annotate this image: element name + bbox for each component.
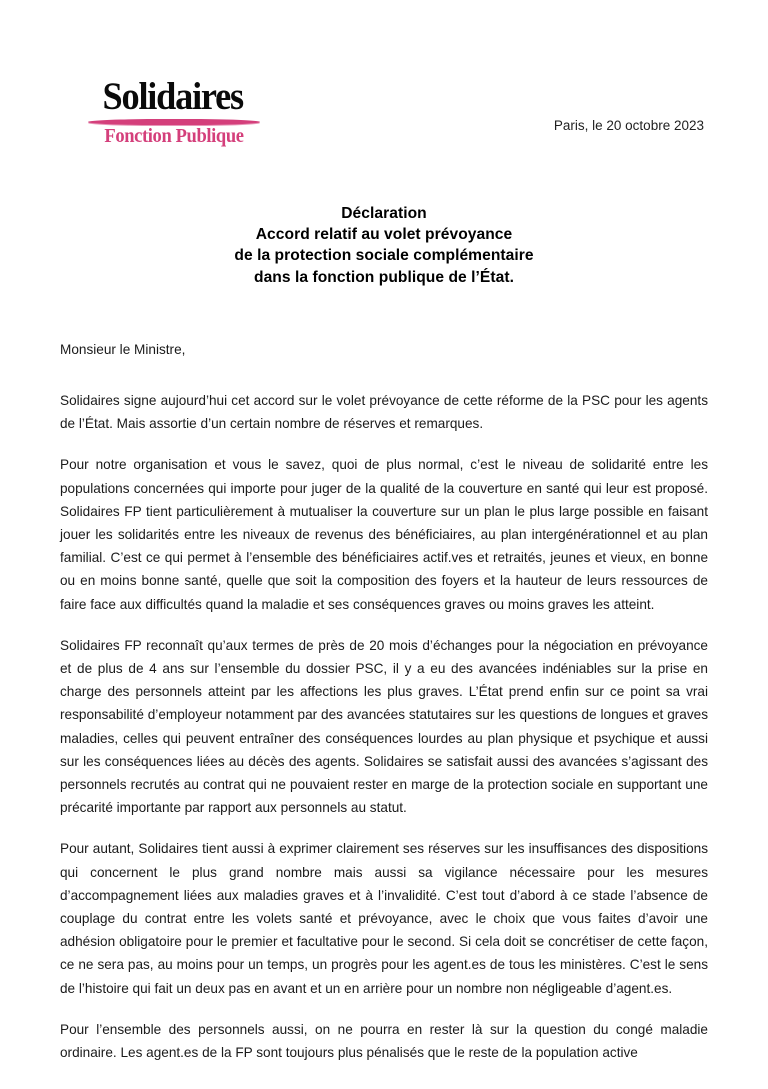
dateline: Paris, le 20 octobre 2023 — [553, 118, 704, 133]
document-body — [60, 338, 708, 1064]
logo-subtitle: Fonction Publique — [104, 126, 244, 148]
body-paragraph-1: Solidaires signe aujourd’hui cet accord sur le volet prévoyance de cette réforme de la PSC pour les agents de l’État. Mais assortie d’un certain nombre de réserves et remarques. — [60, 393, 708, 432]
body-paragraph-2: Pour notre organisation et vous le savez, quoi de plus normal, c’est le niveau de solidarité entre les populations concernées qui importe pour juger de la qualité de la couverture en santé qui leur est proposé. Solidaires FP tient particulièrement à mutualiser la couverture sur un plan le plus large possible en faisant jouer les solidarités entre les niveaux de revenus des bénéficiaires, au plan intergénérationnel et au plan familial. C’est ce qui permet à l’ensemble des bénéficiaires actif.ves et retraités, jeunes et vieux, en bonne ou en moins bonne santé, quelle que soit la composition des foyers et la hauteur de leurs ressources de faire face aux difficultés quand la maladie et ses conséquences graves ou moins graves les atteint. — [60, 457, 708, 612]
title-line-1: Déclaration — [341, 205, 427, 222]
title-line-3: de la protection sociale complémentaire — [234, 247, 534, 265]
body-paragraph-5: Pour l’ensemble des personnels aussi, on ne pourra en rester là sur la question du congé maladie ordinaire. Les agent.es de la FP sont toujours plus pénalisés que le reste de la population active — [60, 1021, 708, 1061]
pink-brush-underline-icon — [88, 119, 260, 125]
body-paragraph-4: Pour autant, Solidaires tient aussi à exprimer clairement ses réserves sur les insuffisances des dispositions qui concernent le plus grand nombre mais aussi sa vigilance nécessaire pour les mesures d’accompagnement liées aux maladies graves et à l’invalidité. C’est tout d’abord à ce stade l’absence de couplage du contrat entre les volets santé et prévoyance, avec le choix que vous faites d’avoir une adhésion obligatoire pour le premier et facultative pour le second. Si cela doit se concrétiser de cette façon, ce ne sera pas, au moins pour un temps, un progrès pour les agent.es de tous les ministères. C’est le sens de l’histoire qui fait un deux pas en avant et un en arrière pour un nombre non négligeable d’agent.es. — [60, 841, 708, 996]
document-title — [0, 203, 768, 288]
body-paragraph-3: Solidaires FP reconnaît qu’aux termes de près de 20 mois d’échanges pour la négociation en prévoyance et de plus de 4 ans sur l’ensemble du dossier PSC, il y a eu des avancées indéniables sur la prise en charge des personnels atteint par les affections les plus graves. L’État prend enfin sur ce point sa vrai responsabilité d’employeur notamment par des avancées statutaires sur les questions de longues et graves maladies, celles qui peuvent entraîner des conséquences lourdes au plan physique et psychique et aussi sur les conséquences liées au décès des agents. Solidaires se satisfait aussi des avancées s’agissant des personnels recrutés au contrat qui ne pouvaient rester en marge de la protection sociale en supportant une précarité importante par rapport aux personnels au statut. — [60, 637, 708, 816]
salutation: Monsieur le Ministre, — [60, 342, 186, 357]
document-header — [0, 75, 768, 170]
solidaires-logo — [88, 75, 268, 148]
logo-wordmark: Solidaires — [102, 75, 243, 118]
title-line-2: Accord relatif au volet prévoyance — [255, 226, 513, 244]
title-line-4: dans la fonction publique de l’État. — [254, 268, 514, 286]
